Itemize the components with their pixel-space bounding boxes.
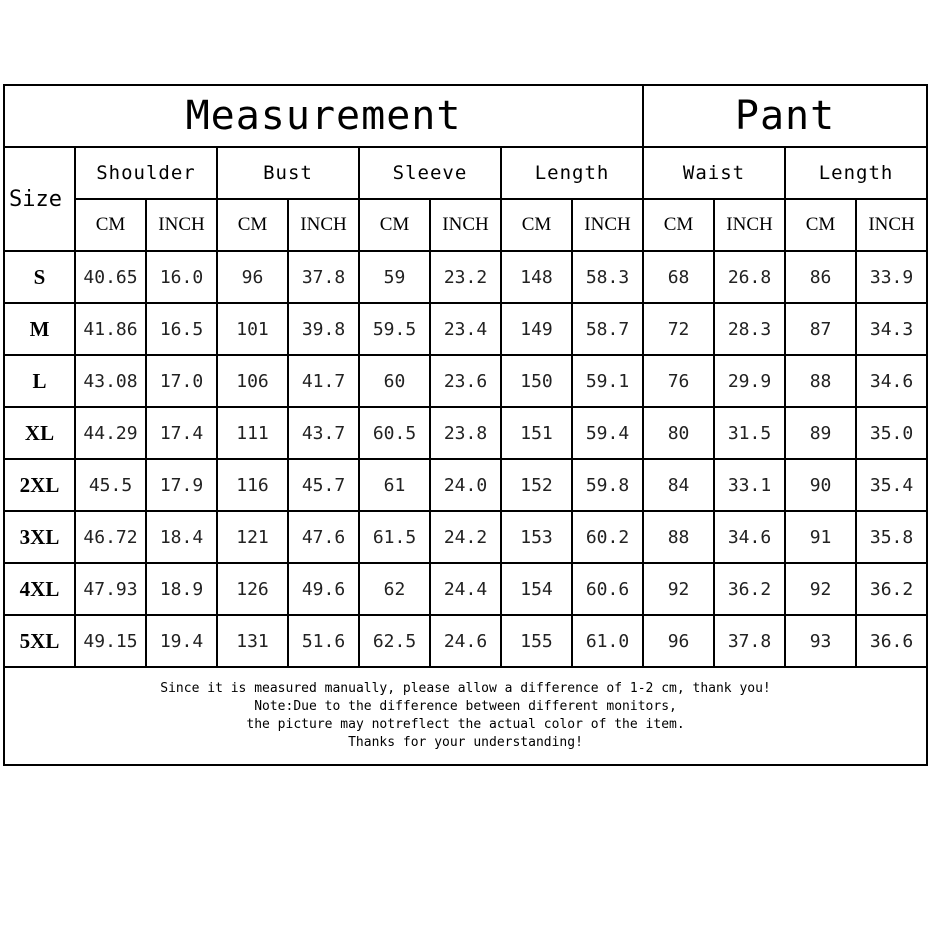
table-cell: 88 xyxy=(785,355,856,407)
table-cell: 46.72 xyxy=(75,511,146,563)
table-cell: 59 xyxy=(359,251,430,303)
table-cell: 17.9 xyxy=(146,459,217,511)
note-line: Since it is measured manually, please allow a difference of 1-2 cm, thank you! xyxy=(160,681,771,696)
size-label: S xyxy=(4,251,75,303)
table-cell: 96 xyxy=(217,251,288,303)
table-cell: 60.2 xyxy=(572,511,643,563)
table-cell: 126 xyxy=(217,563,288,615)
table-cell: 37.8 xyxy=(714,615,785,667)
table-cell: 31.5 xyxy=(714,407,785,459)
unit-inch-header: INCH xyxy=(430,199,501,251)
table-cell: 131 xyxy=(217,615,288,667)
table-cell: 72 xyxy=(643,303,714,355)
table-cell: 59.8 xyxy=(572,459,643,511)
table-cell: 153 xyxy=(501,511,572,563)
table-cell: 96 xyxy=(643,615,714,667)
table-cell: 24.6 xyxy=(430,615,501,667)
table-cell: 61.0 xyxy=(572,615,643,667)
table-cell: 34.3 xyxy=(856,303,927,355)
group-header-pant-length: Length xyxy=(785,147,927,199)
table-cell: 148 xyxy=(501,251,572,303)
table-cell: 45.7 xyxy=(288,459,359,511)
table-cell: 18.9 xyxy=(146,563,217,615)
table-cell: 24.4 xyxy=(430,563,501,615)
table-cell: 80 xyxy=(643,407,714,459)
table-cell: 36.6 xyxy=(856,615,927,667)
table-cell: 91 xyxy=(785,511,856,563)
size-label: 2XL xyxy=(4,459,75,511)
disclaimer-note xyxy=(4,667,927,765)
unit-inch-header: INCH xyxy=(146,199,217,251)
table-cell: 40.65 xyxy=(75,251,146,303)
note-line: Thanks for your understanding! xyxy=(348,735,583,750)
table-cell: 84 xyxy=(643,459,714,511)
unit-cm-header: CM xyxy=(501,199,572,251)
table-cell: 62.5 xyxy=(359,615,430,667)
table-cell: 111 xyxy=(217,407,288,459)
table-cell: 44.29 xyxy=(75,407,146,459)
table-row xyxy=(4,615,927,667)
group-header-shoulder: Shoulder xyxy=(75,147,217,199)
table-cell: 16.0 xyxy=(146,251,217,303)
table-cell: 121 xyxy=(217,511,288,563)
note-line: Note:Due to the difference between different monitors, xyxy=(254,699,677,714)
table-cell: 17.0 xyxy=(146,355,217,407)
unit-cm-header: CM xyxy=(643,199,714,251)
table-cell: 24.2 xyxy=(430,511,501,563)
table-cell: 43.7 xyxy=(288,407,359,459)
table-cell: 41.86 xyxy=(75,303,146,355)
table-cell: 87 xyxy=(785,303,856,355)
table-cell: 150 xyxy=(501,355,572,407)
table-cell: 36.2 xyxy=(714,563,785,615)
table-cell: 86 xyxy=(785,251,856,303)
table-cell: 16.5 xyxy=(146,303,217,355)
table-row xyxy=(4,407,927,459)
table-cell: 23.4 xyxy=(430,303,501,355)
table-cell: 47.6 xyxy=(288,511,359,563)
table-cell: 154 xyxy=(501,563,572,615)
table-cell: 33.1 xyxy=(714,459,785,511)
table-cell: 68 xyxy=(643,251,714,303)
table-cell: 33.9 xyxy=(856,251,927,303)
table-cell: 41.7 xyxy=(288,355,359,407)
table-cell: 90 xyxy=(785,459,856,511)
table-cell: 60.6 xyxy=(572,563,643,615)
table-cell: 43.08 xyxy=(75,355,146,407)
table-cell: 23.8 xyxy=(430,407,501,459)
table-cell: 152 xyxy=(501,459,572,511)
group-header-length: Length xyxy=(501,147,643,199)
size-label: XL xyxy=(4,407,75,459)
table-cell: 51.6 xyxy=(288,615,359,667)
table-cell: 29.9 xyxy=(714,355,785,407)
size-header: Size xyxy=(4,147,75,251)
unit-inch-header: INCH xyxy=(288,199,359,251)
unit-cm-header: CM xyxy=(785,199,856,251)
size-label: L xyxy=(4,355,75,407)
table-cell: 35.8 xyxy=(856,511,927,563)
table-cell: 23.6 xyxy=(430,355,501,407)
unit-cm-header: CM xyxy=(217,199,288,251)
table-row xyxy=(4,511,927,563)
measurement-title: Measurement xyxy=(4,85,643,147)
table-cell: 58.7 xyxy=(572,303,643,355)
table-cell: 39.8 xyxy=(288,303,359,355)
group-header-bust: Bust xyxy=(217,147,359,199)
table-cell: 76 xyxy=(643,355,714,407)
size-label: 5XL xyxy=(4,615,75,667)
pant-title: Pant xyxy=(643,85,927,147)
unit-inch-header: INCH xyxy=(856,199,927,251)
unit-inch-header: INCH xyxy=(572,199,643,251)
table-cell: 35.4 xyxy=(856,459,927,511)
table-cell: 92 xyxy=(785,563,856,615)
table-cell: 17.4 xyxy=(146,407,217,459)
group-header-sleeve: Sleeve xyxy=(359,147,501,199)
table-cell: 62 xyxy=(359,563,430,615)
table-cell: 36.2 xyxy=(856,563,927,615)
table-cell: 47.93 xyxy=(75,563,146,615)
table-cell: 151 xyxy=(501,407,572,459)
table-cell: 116 xyxy=(217,459,288,511)
size-label: 4XL xyxy=(4,563,75,615)
table-cell: 59.5 xyxy=(359,303,430,355)
table-cell: 19.4 xyxy=(146,615,217,667)
table-cell: 18.4 xyxy=(146,511,217,563)
table-cell: 23.2 xyxy=(430,251,501,303)
note-line: the picture may notreflect the actual color of the item. xyxy=(246,717,685,732)
table-row xyxy=(4,355,927,407)
group-header-waist: Waist xyxy=(643,147,785,199)
table-cell: 92 xyxy=(643,563,714,615)
table-cell: 61.5 xyxy=(359,511,430,563)
table-cell: 59.4 xyxy=(572,407,643,459)
table-cell: 149 xyxy=(501,303,572,355)
table-cell: 58.3 xyxy=(572,251,643,303)
size-chart-table xyxy=(3,84,928,766)
table-cell: 59.1 xyxy=(572,355,643,407)
table-cell: 45.5 xyxy=(75,459,146,511)
table-cell: 60 xyxy=(359,355,430,407)
table-cell: 24.0 xyxy=(430,459,501,511)
table-cell: 37.8 xyxy=(288,251,359,303)
table-cell: 61 xyxy=(359,459,430,511)
table-cell: 34.6 xyxy=(856,355,927,407)
table-cell: 49.15 xyxy=(75,615,146,667)
table-row xyxy=(4,459,927,511)
table-row xyxy=(4,251,927,303)
table-cell: 106 xyxy=(217,355,288,407)
unit-cm-header: CM xyxy=(75,199,146,251)
table-cell: 88 xyxy=(643,511,714,563)
table-row xyxy=(4,563,927,615)
table-cell: 28.3 xyxy=(714,303,785,355)
size-label: 3XL xyxy=(4,511,75,563)
table-cell: 60.5 xyxy=(359,407,430,459)
table-cell: 93 xyxy=(785,615,856,667)
unit-inch-header: INCH xyxy=(714,199,785,251)
size-label: M xyxy=(4,303,75,355)
table-cell: 155 xyxy=(501,615,572,667)
table-cell: 89 xyxy=(785,407,856,459)
unit-cm-header: CM xyxy=(359,199,430,251)
table-cell: 35.0 xyxy=(856,407,927,459)
table-cell: 26.8 xyxy=(714,251,785,303)
table-row xyxy=(4,303,927,355)
table-cell: 101 xyxy=(217,303,288,355)
table-cell: 49.6 xyxy=(288,563,359,615)
table-cell: 34.6 xyxy=(714,511,785,563)
